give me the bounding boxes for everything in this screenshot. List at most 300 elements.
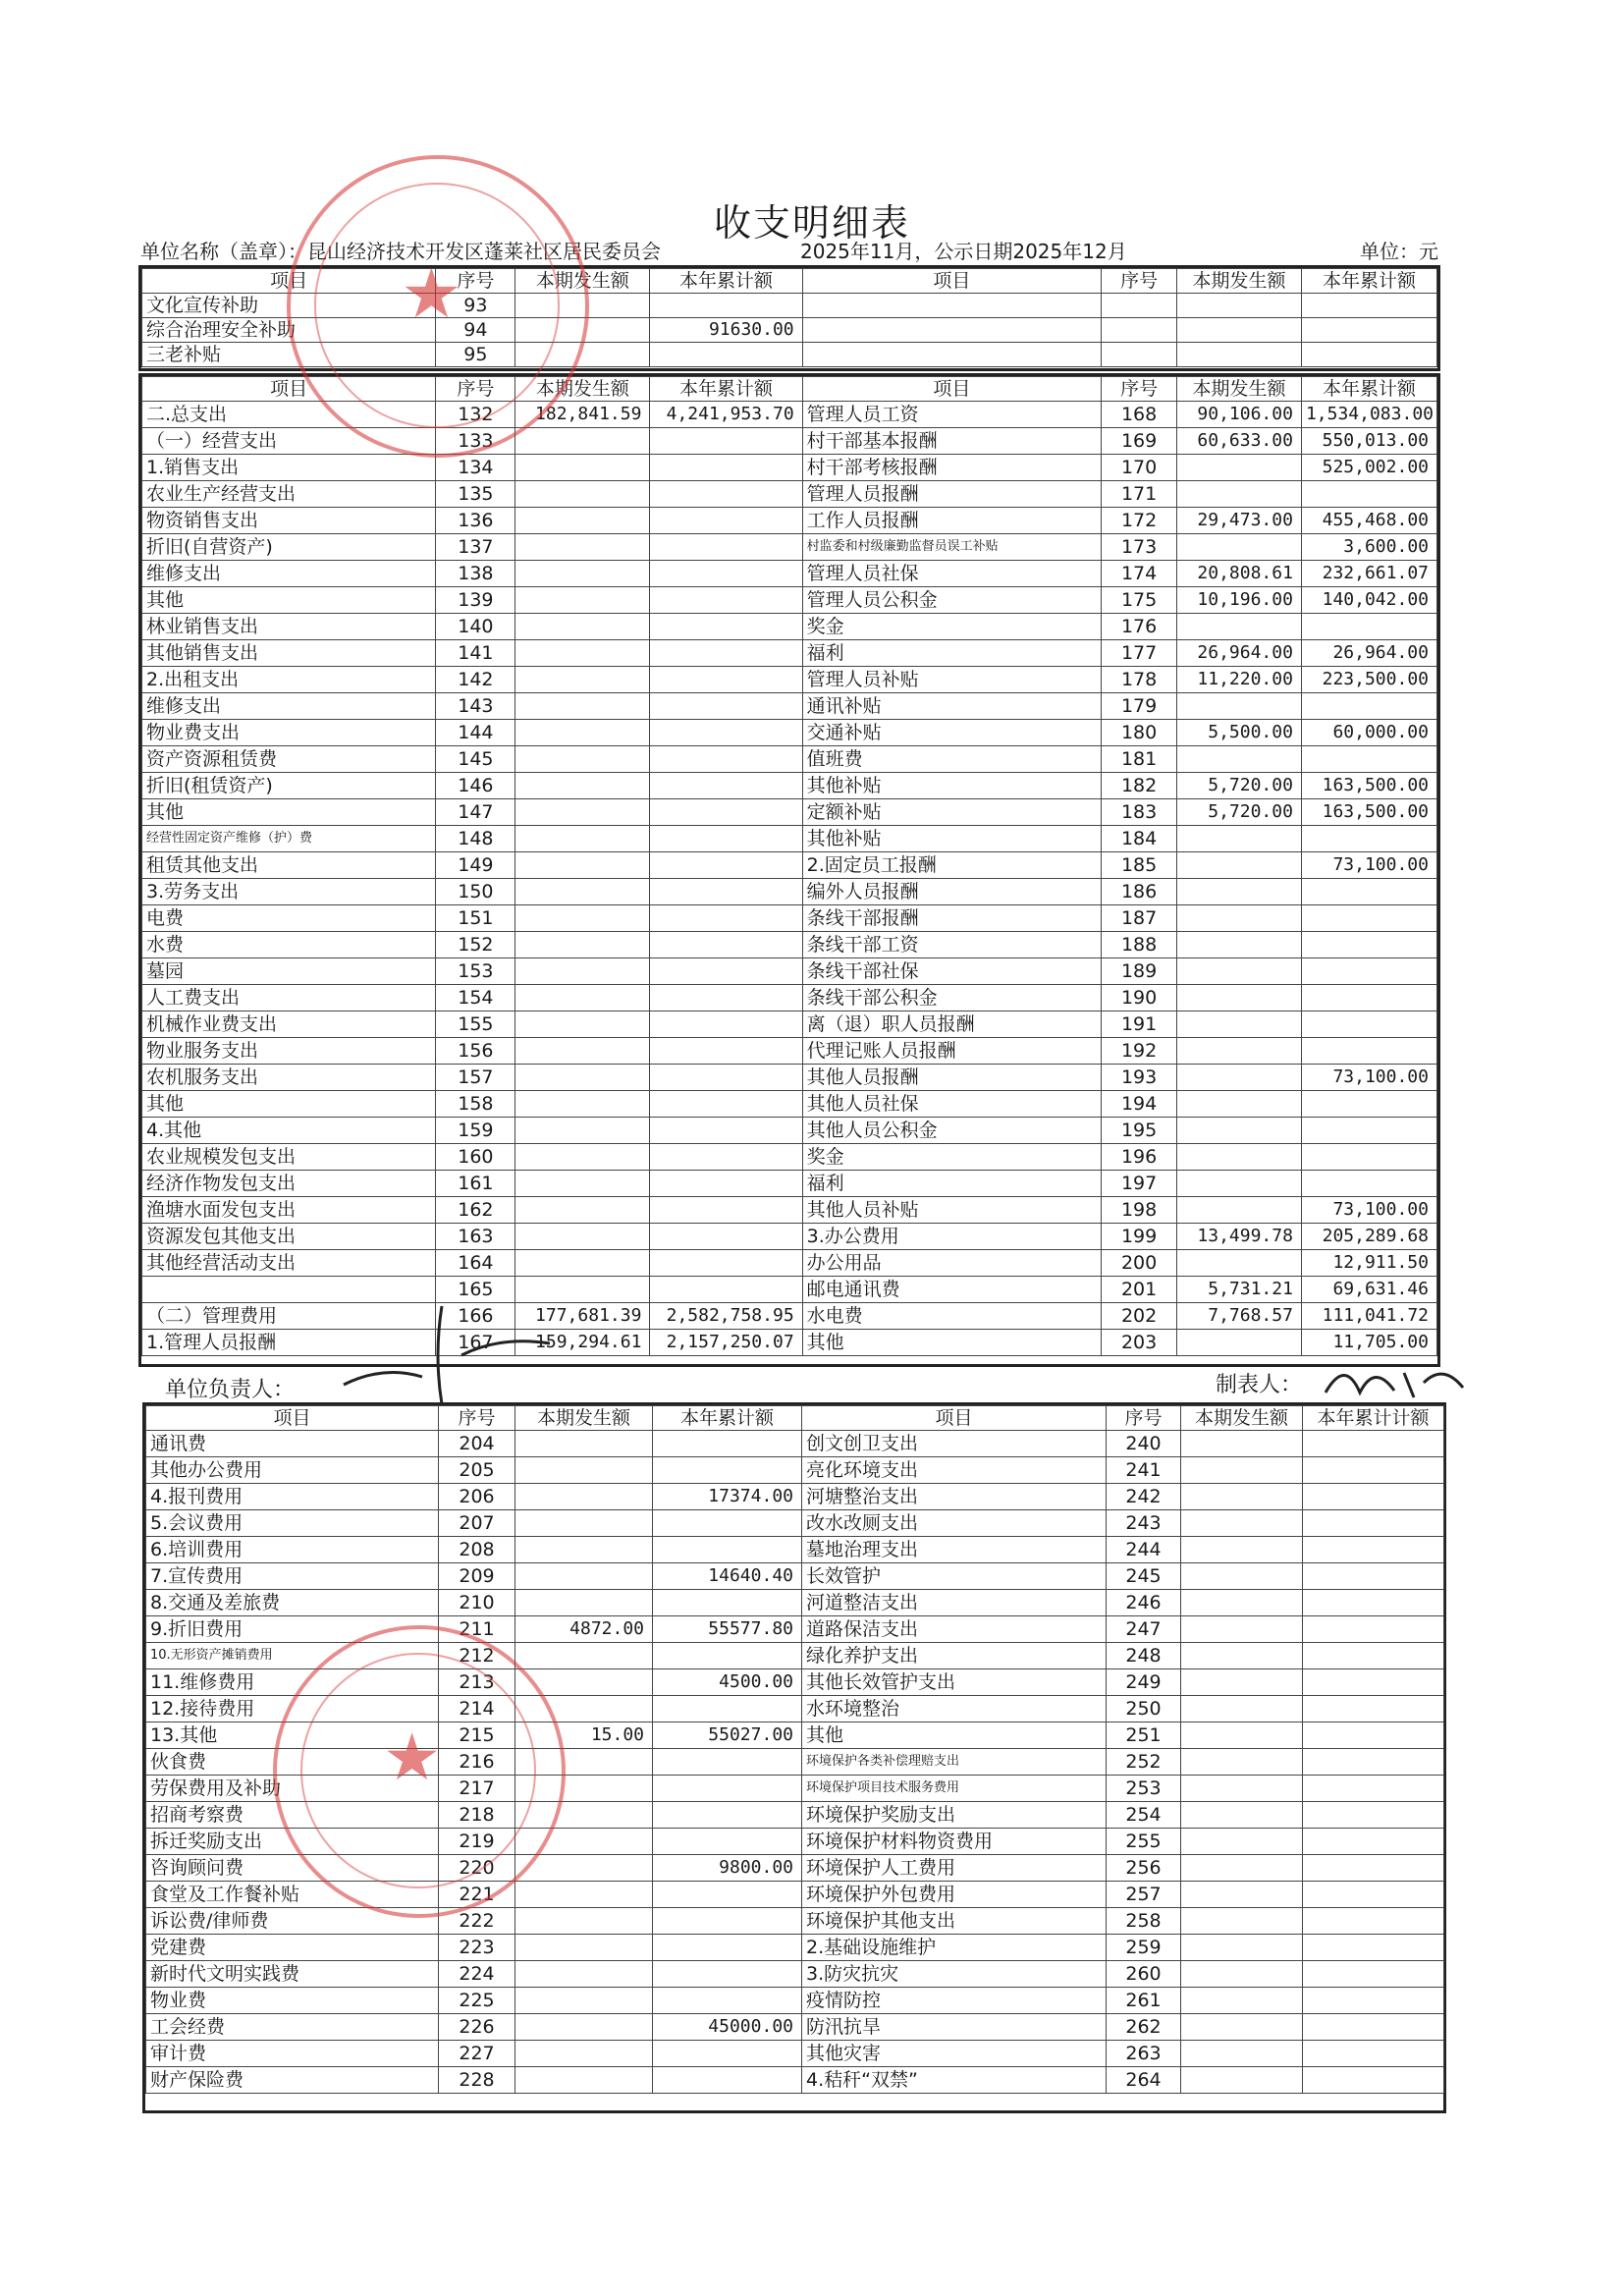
row-seq: 199 [1102, 1224, 1177, 1250]
row-item: 3.劳务支出 [142, 879, 436, 905]
row-current [515, 773, 650, 799]
row-ytd [653, 1457, 802, 1484]
col-ytd: 本年累计额 [650, 269, 802, 294]
row-current [1177, 985, 1302, 1011]
row-seq: 176 [1102, 614, 1177, 640]
page-title: 收支明细表 [713, 201, 910, 245]
row-current [515, 1776, 653, 1802]
row-current: 5,720.00 [1177, 799, 1302, 826]
table-row [146, 1669, 1444, 1696]
col-seq: 序号 [436, 377, 515, 402]
row-item: 其他 [142, 799, 436, 826]
row-ytd [653, 1961, 802, 1988]
col-current: 本期发生额 [515, 377, 650, 402]
table-row [142, 428, 1437, 455]
row-item: 6.培训费用 [146, 1537, 439, 1563]
row-seq: 243 [1107, 1510, 1181, 1537]
row-item: 村干部基本报酬 [802, 428, 1101, 455]
table-row [142, 879, 1437, 905]
row-ytd [1301, 1118, 1436, 1144]
table-row [142, 773, 1437, 799]
row-ytd [653, 1802, 802, 1829]
table-row [146, 1802, 1444, 1829]
row-current [515, 455, 650, 481]
row-current: 177,681.39 [515, 1303, 650, 1330]
row-ytd [650, 343, 802, 367]
row-seq: 147 [436, 799, 515, 826]
row-ytd [653, 1510, 802, 1537]
row-ytd [650, 985, 802, 1011]
row-seq: 149 [436, 852, 515, 879]
row-current [1177, 1330, 1302, 1356]
row-current [1181, 1510, 1303, 1537]
row-item: 1.管理人员报酬 [142, 1330, 436, 1356]
row-ytd [650, 1171, 802, 1197]
row-ytd [1301, 879, 1436, 905]
table-row [142, 693, 1437, 720]
row-current [515, 481, 650, 508]
row-item: 维修支出 [142, 561, 436, 587]
row-ytd [653, 1696, 802, 1722]
row-item: 绿化养护支出 [802, 1643, 1107, 1669]
row-seq: 138 [436, 561, 515, 587]
row-current [515, 534, 650, 561]
row-item: 条线干部工资 [802, 932, 1101, 958]
row-ytd: 232,661.07 [1301, 561, 1436, 587]
row-current [515, 693, 650, 720]
row-current: 5,500.00 [1177, 720, 1302, 746]
row-item: 新时代文明实践费 [146, 1961, 439, 1988]
row-ytd [1303, 1882, 1444, 1908]
row-seq: 157 [436, 1065, 515, 1091]
row-seq: 249 [1107, 1669, 1181, 1696]
row-ytd [1301, 746, 1436, 773]
row-item: （一）经营支出 [142, 428, 436, 455]
row-seq: 242 [1107, 1484, 1181, 1510]
row-seq: 151 [436, 905, 515, 932]
row-current [515, 1038, 650, 1065]
row-item: 定额补贴 [802, 799, 1101, 826]
row-ytd [1303, 1484, 1444, 1510]
row-seq: 258 [1107, 1908, 1181, 1935]
row-current [1177, 1091, 1302, 1118]
row-seq: 208 [439, 1537, 515, 1563]
row-seq: 171 [1102, 481, 1177, 508]
row-current [515, 1643, 653, 1669]
row-current [1181, 1749, 1303, 1776]
row-seq: 150 [436, 879, 515, 905]
table-row [142, 852, 1437, 879]
row-item: 河塘整治支出 [802, 1484, 1107, 1510]
row-current: 15.00 [515, 1722, 653, 1749]
row-current [515, 1118, 650, 1144]
leader-label: 单位负责人： [165, 1378, 296, 1402]
row-item: 改水改厕支出 [802, 1510, 1107, 1537]
row-ytd: 26,964.00 [1301, 640, 1436, 667]
row-item: 其他补贴 [802, 773, 1101, 799]
row-item: 亮化环境支出 [802, 1457, 1107, 1484]
row-item: 文化宣传补助 [142, 294, 436, 318]
row-seq: 132 [436, 402, 515, 428]
row-current [515, 1197, 650, 1224]
row-seq: 140 [436, 614, 515, 640]
row-current [1177, 693, 1302, 720]
row-current [1177, 852, 1302, 879]
row-current [1177, 879, 1302, 905]
row-item: 管理人员报酬 [802, 481, 1101, 508]
row-seq: 219 [439, 1829, 515, 1855]
row-current [1181, 1643, 1303, 1669]
row-seq: 255 [1107, 1829, 1181, 1855]
row-ytd [650, 1038, 802, 1065]
row-ytd [1301, 693, 1436, 720]
row-ytd [653, 1882, 802, 1908]
col-item: 项目 [142, 377, 436, 402]
empty-cell [1102, 294, 1177, 318]
row-ytd [1303, 1457, 1444, 1484]
row-seq: 203 [1102, 1330, 1177, 1356]
row-current [515, 561, 650, 587]
row-current [1181, 1590, 1303, 1616]
row-current: 10,196.00 [1177, 587, 1302, 614]
row-ytd [1303, 1855, 1444, 1882]
row-seq: 193 [1102, 1065, 1177, 1091]
row-ytd [1303, 2041, 1444, 2067]
row-item: 水环境整治 [802, 1696, 1107, 1722]
row-item: 其他补贴 [802, 826, 1101, 852]
row-item: 工作人员报酬 [802, 508, 1101, 534]
row-current [515, 1749, 653, 1776]
row-item: 条线干部报酬 [802, 905, 1101, 932]
col-item: 项目 [802, 377, 1101, 402]
row-ytd [653, 1988, 802, 2014]
seal-star-icon: ★ [401, 253, 462, 334]
row-seq: 191 [1102, 1011, 1177, 1038]
row-ytd [1301, 1091, 1436, 1118]
row-current [515, 1510, 653, 1537]
row-current [515, 1065, 650, 1091]
row-ytd [1303, 1563, 1444, 1590]
row-ytd [1301, 985, 1436, 1011]
row-ytd: 2,157,250.07 [650, 1330, 802, 1356]
row-item: 农机服务支出 [142, 1065, 436, 1091]
row-current [1181, 1563, 1303, 1590]
row-item: 折旧(自营资产) [142, 534, 436, 561]
table-row [146, 1537, 1444, 1563]
row-ytd: 55027.00 [653, 1722, 802, 1749]
table-row [142, 1330, 1437, 1356]
row-ytd: 1,534,083.00 [1301, 402, 1436, 428]
table-row [142, 799, 1437, 826]
row-ytd [653, 1643, 802, 1669]
row-item: 伙食费 [146, 1749, 439, 1776]
row-current [1177, 932, 1302, 958]
row-item: 11.维修费用 [146, 1669, 439, 1696]
row-seq: 167 [436, 1330, 515, 1356]
row-current [1181, 1537, 1303, 1563]
table-row [146, 1484, 1444, 1510]
expenditure-table-continued [142, 1402, 1446, 2113]
row-item: 综合治理安全补助 [142, 318, 436, 343]
row-item: 拆迁奖励支出 [146, 1829, 439, 1855]
row-current [515, 932, 650, 958]
row-seq: 145 [436, 746, 515, 773]
row-item: 其他 [142, 1091, 436, 1118]
row-current [1181, 1961, 1303, 1988]
row-current [515, 1171, 650, 1197]
row-item: 党建费 [146, 1935, 439, 1961]
row-ytd [1303, 1988, 1444, 2014]
row-item: 租赁其他支出 [142, 852, 436, 879]
row-item: 管理人员工资 [802, 402, 1101, 428]
row-ytd: 14640.40 [653, 1563, 802, 1590]
row-item: 代理记账人员报酬 [802, 1038, 1101, 1065]
row-item: 其他办公费用 [146, 1457, 439, 1484]
row-ytd [650, 534, 802, 561]
row-current [515, 1563, 653, 1590]
row-seq: 166 [436, 1303, 515, 1330]
row-current [515, 879, 650, 905]
row-current [515, 1091, 650, 1118]
row-item: 其他 [802, 1330, 1101, 1356]
table-row [146, 1882, 1444, 1908]
row-current [515, 1908, 653, 1935]
row-ytd [650, 1250, 802, 1277]
row-current [515, 1457, 653, 1484]
row-ytd [650, 1197, 802, 1224]
row-ytd [653, 1829, 802, 1855]
row-item: 编外人员报酬 [802, 879, 1101, 905]
row-ytd [650, 905, 802, 932]
row-seq: 246 [1107, 1590, 1181, 1616]
row-item: 林业销售支出 [142, 614, 436, 640]
row-seq: 137 [436, 534, 515, 561]
row-ytd [1301, 1038, 1436, 1065]
row-ytd: 3,600.00 [1301, 534, 1436, 561]
row-item: 环境保护外包费用 [802, 1882, 1107, 1908]
row-ytd [650, 614, 802, 640]
row-seq: 174 [1102, 561, 1177, 587]
row-item: 13.其他 [146, 1722, 439, 1749]
row-seq: 134 [436, 455, 515, 481]
col-current: 本期发生额 [515, 1406, 653, 1431]
row-item: 离（退）职人员报酬 [802, 1011, 1101, 1038]
row-seq: 194 [1102, 1091, 1177, 1118]
row-ytd [650, 1118, 802, 1144]
row-seq: 206 [439, 1484, 515, 1510]
row-current [1177, 455, 1302, 481]
row-seq: 141 [436, 640, 515, 667]
row-seq: 143 [436, 693, 515, 720]
row-ytd: 11,705.00 [1301, 1330, 1436, 1356]
row-ytd [1301, 826, 1436, 852]
row-current [1181, 1882, 1303, 1908]
row-item: 维修支出 [142, 693, 436, 720]
row-item: 农业生产经营支出 [142, 481, 436, 508]
col-ytd: 本年累计额 [1301, 269, 1436, 294]
row-seq: 168 [1102, 402, 1177, 428]
row-item: 食堂及工作餐补贴 [146, 1882, 439, 1908]
row-ytd [650, 693, 802, 720]
row-seq: 164 [436, 1250, 515, 1277]
table-row [146, 1908, 1444, 1935]
row-ytd [1303, 1616, 1444, 1643]
row-seq: 212 [439, 1643, 515, 1669]
col-ytd: 本年累计额 [650, 377, 802, 402]
row-seq: 142 [436, 667, 515, 693]
row-item: 电费 [142, 905, 436, 932]
row-item: 物业费支出 [142, 720, 436, 746]
row-ytd [1301, 481, 1436, 508]
row-ytd [1301, 932, 1436, 958]
empty-cell [802, 294, 1101, 318]
row-item: 12.接待费用 [146, 1696, 439, 1722]
row-ytd [650, 1277, 802, 1303]
row-seq: 136 [436, 508, 515, 534]
row-seq: 222 [439, 1908, 515, 1935]
table-row [142, 1118, 1437, 1144]
row-item: 二.总支出 [142, 402, 436, 428]
row-seq: 205 [439, 1457, 515, 1484]
row-ytd: 9800.00 [653, 1855, 802, 1882]
table-row [146, 1590, 1444, 1616]
table-row [142, 587, 1437, 614]
row-seq: 204 [439, 1431, 515, 1457]
row-item: 7.宣传费用 [146, 1563, 439, 1590]
row-current [1177, 826, 1302, 852]
currency-unit: 单位：元 [1360, 240, 1438, 263]
row-item: 环境保护人工费用 [802, 1855, 1107, 1882]
col-seq: 序号 [1102, 377, 1177, 402]
table-row [142, 1091, 1437, 1118]
row-current [515, 852, 650, 879]
row-item: 渔塘水面发包支出 [142, 1197, 436, 1224]
row-ytd: 45000.00 [653, 2014, 802, 2041]
row-ytd [1303, 1643, 1444, 1669]
row-current [1177, 746, 1302, 773]
row-item: 水费 [142, 932, 436, 958]
col-seq: 序号 [1107, 1406, 1181, 1431]
row-seq: 146 [436, 773, 515, 799]
table-row [146, 2041, 1444, 2067]
row-item: 财产保险费 [146, 2067, 439, 2094]
row-ytd [650, 1091, 802, 1118]
row-current [515, 587, 650, 614]
empty-cell [802, 343, 1101, 367]
row-seq: 264 [1107, 2067, 1181, 2094]
row-current [515, 1277, 650, 1303]
row-seq: 183 [1102, 799, 1177, 826]
row-seq: 211 [439, 1616, 515, 1643]
table-row [146, 1696, 1444, 1722]
row-ytd [650, 799, 802, 826]
row-ytd [1301, 1144, 1436, 1171]
row-item: 资源发包其他支出 [142, 1224, 436, 1250]
table-row [146, 1616, 1444, 1643]
row-seq: 135 [436, 481, 515, 508]
row-seq: 170 [1102, 455, 1177, 481]
row-item: 墓园 [142, 958, 436, 985]
col-seq: 序号 [439, 1406, 515, 1431]
table-row [142, 1224, 1437, 1250]
row-seq: 169 [1102, 428, 1177, 455]
row-seq: 245 [1107, 1563, 1181, 1590]
row-current: 159,294.61 [515, 1330, 650, 1356]
report-period: 2025年11月，公示日期2025年12月 [800, 240, 1127, 263]
row-current: 4872.00 [515, 1616, 653, 1643]
row-seq: 254 [1107, 1802, 1181, 1829]
row-current: 5,731.21 [1177, 1277, 1302, 1303]
row-seq: 223 [439, 1935, 515, 1961]
table-row [142, 294, 1437, 318]
row-ytd [650, 720, 802, 746]
row-item: 诉讼费/律师费 [146, 1908, 439, 1935]
row-ytd [650, 561, 802, 587]
row-ytd: 140,042.00 [1301, 587, 1436, 614]
row-seq: 173 [1102, 534, 1177, 561]
row-current [515, 799, 650, 826]
table-row [146, 1829, 1444, 1855]
col-item: 项目 [802, 1406, 1107, 1431]
row-current [515, 1250, 650, 1277]
row-ytd [653, 1776, 802, 1802]
empty-cell [1177, 294, 1302, 318]
row-item: 其他灾害 [802, 2041, 1107, 2067]
row-item: 环境保护各类补偿理赔支出 [802, 1749, 1107, 1776]
row-item: 审计费 [146, 2041, 439, 2067]
row-ytd: 455,468.00 [1301, 508, 1436, 534]
table-row [142, 455, 1437, 481]
row-current [1181, 1431, 1303, 1457]
row-seq: 188 [1102, 932, 1177, 958]
row-ytd: 73,100.00 [1301, 1065, 1436, 1091]
row-seq: 262 [1107, 2014, 1181, 2041]
row-ytd: 12,911.50 [1301, 1250, 1436, 1277]
row-ytd [653, 1537, 802, 1563]
row-item: 环境保护其他支出 [802, 1908, 1107, 1935]
row-item: 其他人员报酬 [802, 1065, 1101, 1091]
row-ytd [650, 455, 802, 481]
row-ytd [650, 294, 802, 318]
row-item: 3.防灾抗灾 [802, 1961, 1107, 1988]
row-ytd [650, 481, 802, 508]
row-seq: 241 [1107, 1457, 1181, 1484]
row-ytd: 163,500.00 [1301, 799, 1436, 826]
table-header-row [142, 377, 1437, 402]
row-ytd [653, 1590, 802, 1616]
row-ytd [1303, 1431, 1444, 1457]
row-ytd [653, 2041, 802, 2067]
row-seq: 182 [1102, 773, 1177, 799]
row-item: 村干部考核报酬 [802, 455, 1101, 481]
row-item: 农业规模发包支出 [142, 1144, 436, 1171]
row-ytd [653, 1935, 802, 1961]
col-current: 本期发生额 [1177, 269, 1302, 294]
row-item: 值班费 [802, 746, 1101, 773]
row-current [1177, 1118, 1302, 1144]
row-item: 条线干部公积金 [802, 985, 1101, 1011]
row-current [1181, 1908, 1303, 1935]
col-seq: 序号 [436, 269, 515, 294]
table-row [142, 1038, 1437, 1065]
row-current [1181, 1457, 1303, 1484]
table-row [142, 720, 1437, 746]
row-current [1181, 2041, 1303, 2067]
row-ytd [650, 746, 802, 773]
row-item: 10.无形资产摊销费用 [146, 1643, 439, 1669]
row-current [515, 343, 650, 367]
row-ytd [653, 1749, 802, 1776]
